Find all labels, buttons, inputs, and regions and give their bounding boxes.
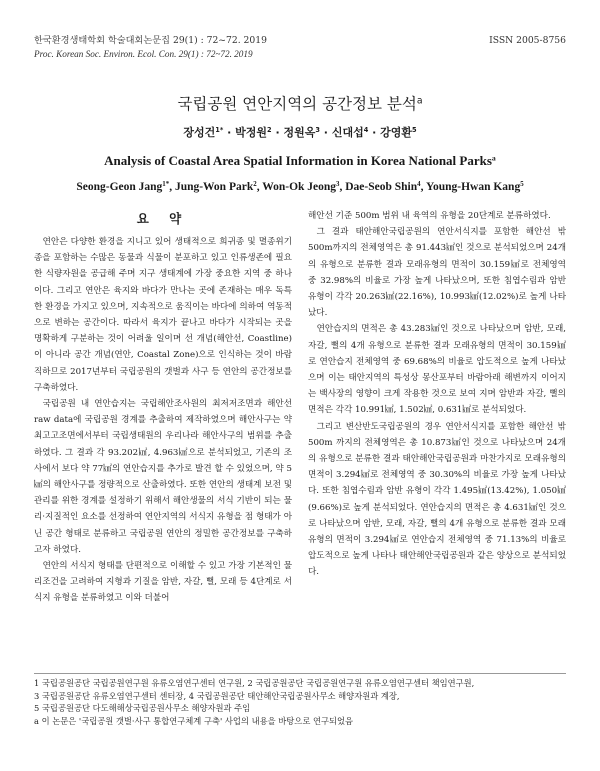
footnotes <box>34 677 566 728</box>
journal-title-ko: 한국환경생태학회 학술대회논문집 29(1) : 72~72. 2019 <box>34 35 267 46</box>
author-separator: · <box>368 126 381 139</box>
footnote: 5 국립공원공단 다도해해상국립공원사무소 해양자원과 주임 <box>34 703 251 714</box>
abstract-paragraph: 국립공원 내 연안습지는 국립해안조사원의 최저저조면과 해안선 raw data에 국립공원 경계를 추출하여 제작하였으며 해안사구는 약최고고조면에서부터 국립생태원의 우리나라 해안사구의 범위를 추출하였다. 그 결과 각 93.202㎢, 4.963㎢으로 분석되었고, 기존의 조사에서 보다 약 77㎢의 연안습지를 추가로 발견 할 수 있었으며, 약 5㎢의 해안사구를 정량적으로 산출하였다. 또한 연안의 생태계 보전 및 관리를 위한 경계를 설정하기 위해서 해안생물의 서식 기반이 되는 물리·지질적인 요소를 선정하여 연안지역의 서식지 유형을 점 형태가 아닌 공간 형태로 분류하고 국립공원 연안의 정밀한 공간정보를 구축하고자 하였다. <box>34 399 292 555</box>
author-list-ko <box>0 124 600 140</box>
author-name: 신대섭 <box>331 126 364 139</box>
author-separator: , <box>420 181 426 193</box>
author-affiliation-mark: 3 <box>315 126 320 135</box>
issn: ISSN 2005-8756 <box>489 35 566 46</box>
author-name: Jung-Won Park <box>174 181 254 193</box>
author-affiliation-mark: 5 <box>520 180 524 188</box>
author-separator: · <box>271 126 284 139</box>
abstract-paragraph: 연안은 다양한 환경을 지니고 있어 생태적으로 희귀종 및 멸종위기종을 포함하는 수많은 동물과 식물이 분포하고 있고 인류생존에 필요한 식량자원을 공급해 주며 지구 생태계에 가장 중요한 지역 중 하나이다. 그리고 연안은 육지와 바다가 만나는 곳에 존재하는 매우 독특한 환경을 가지고 있으며, 지속적으로 움직이는 바다에 의하여 역동적으로 변하는 공간이다. 따라서 육지가 끝나고 바다가 시작되는 곳을 명확하게 구분하는 것이 어려울 일이며 선 개념(해안선, Coastline)이 아니라 공간 개념(연안, Coastal Zone)으로 인식하는 것이 바람직하므로 2017년부터 국립공원의 갯벌과 사구 등 연안의 공간정보를 구축하였다. <box>34 237 292 393</box>
title-ko-sup: a <box>416 95 423 107</box>
author-name: 강영환 <box>380 126 413 139</box>
paper-title-en-text: Analysis of Coastal Area Spatial Information in Korea National Parks <box>104 153 492 168</box>
right-column <box>308 208 566 581</box>
author-list-en <box>0 181 600 193</box>
abstract-paragraph: 연안의 서식지 형태를 단편적으로 이해할 수 있고 가장 기본적인 물리조건을 고려하여 지형과 기질을 암반, 자갈, 뻘, 모래 등 4단계로 서식지 유형을 분류하였고 이와 더불어 <box>34 561 292 604</box>
title-en-sup: a <box>491 153 496 163</box>
footnote: 3 국립공원공단 유류오염연구센터 센터장, 4 국립공원공단 태안해안국립공원사무소 해양자원과 계장, <box>34 690 400 701</box>
abstract-paragraph: 그리고 변산반도국립공원의 경우 연안서식지를 포함한 해안선 밖 500m 까지의 전체영역은 총 10.873㎢인 것으로 나타났으며 24개의 유형으로 분류한 결과 태안해안국립공원과 마찬가지로 모래유형의 면적이 3.294㎢로 전체영역 중 30.30%의 비율로 가장 높게 나타났다. 또한 침엽수림과 암반 유형이 각각 1.495㎢(13.42%), 1.050㎢(9.66%)로 높게 분석되었다. 연안습지의 면적은 총 4.631㎢인 것으로 나타났으며 암반, 모래, 자갈, 뻘의 4개 유형으로 분류한 결과 모래유형의 면적이 3.294㎢로 연안습지 전체영역 중 71.13%의 비율로 압도적으로 높게 나타나 태안해안국립공원과 같은 양상으로 분석되었다. <box>308 421 566 578</box>
abstract-paragraph: 해안선 기준 500m 범위 내 육역의 유형을 20단계로 분류하였다. <box>308 211 551 221</box>
author-separator: , <box>256 181 263 193</box>
author-separator: · <box>319 126 332 139</box>
footnote: 1 국립공원공단 국립공원연구원 유류오염연구센터 연구원, 2 국립공원공단 국립공원연구원 유류오염연구센터 책임연구원, <box>34 678 475 688</box>
footnote-divider <box>34 673 566 674</box>
author-name: Seong-Geon Jang <box>76 181 163 193</box>
author-name: Young-Hwan Kang <box>425 181 521 193</box>
paper-title-ko <box>0 92 600 114</box>
paper-title-ko-text: 국립공원 연안지역의 공간정보 분석 <box>177 95 417 113</box>
author-affiliation-mark: 2 <box>253 180 257 188</box>
author-affiliation-mark: 4 <box>363 126 369 135</box>
footnote: a 이 논문은 '국립공원 갯벌·사구 통합연구체계 구축' 사업의 내용을 바탕으로 연구되었음 <box>34 716 354 727</box>
journal-title-en: Proc. Korean Soc. Environ. Ecol. Con. 29(1) : 72~72. 2019 <box>34 49 253 59</box>
left-column <box>34 234 292 607</box>
abstract-heading: 요 약 <box>136 211 190 226</box>
author-affiliation-mark: 4 <box>417 180 421 188</box>
author-affiliation-mark: 1* <box>215 126 224 135</box>
author-name: 정원옥 <box>283 126 316 139</box>
abstract-paragraph: 그 결과 태안해안국립공원의 연안서식지를 포함한 해안선 밖 500m까지의 전체영역은 총 91.443㎢인 것으로 분석되었으며 24개의 유형으로 분류한 결과 모래유형의 면적이 30.159㎢로 전체영역 중 32.98%의 비율로 가장 높게 나타났으며, 또한 침엽수림과 암반 유형이 각각 20.263㎢(22.16%), 10.993㎢(12.02%)로 높게 나타났다. <box>308 227 566 319</box>
author-name: Dae-Seob Shin <box>345 181 418 193</box>
journal-header <box>34 34 566 61</box>
author-separator: , <box>169 181 175 193</box>
paper-title-en <box>0 153 600 169</box>
author-affiliation-mark: 1* <box>162 180 170 188</box>
abstract-paragraph: 연안습지의 면적은 총 43.283㎢인 것으로 나타났으며 암반, 모래, 자갈, 뻘의 4개 유형으로 분류한 결과 모래유형의 면적이 30.159㎢로 연안습지 전체영역 중 69.68%의 비율로 압도적으로 높게 나타났으며 이는 태안지역의 특성상 몽산포부터 바람아래 해변까지 이어지는 백사장의 영향이 크게 작용한 것으로 보여 지며 암반과 자갈, 뻘의 면적은 각각 10.991㎢, 1.502㎢, 0.631㎢로 분석되었다. <box>308 324 566 416</box>
author-separator: , <box>339 181 346 193</box>
author-affiliation-mark: 5 <box>412 126 417 135</box>
author-name: 장성건 <box>183 126 216 139</box>
author-affiliation-mark: 3 <box>336 180 340 188</box>
author-separator: · <box>223 126 236 139</box>
author-name: Won-Ok Jeong <box>262 181 337 193</box>
author-name: 박정원 <box>235 126 268 139</box>
author-affiliation-mark: 2 <box>267 126 272 135</box>
